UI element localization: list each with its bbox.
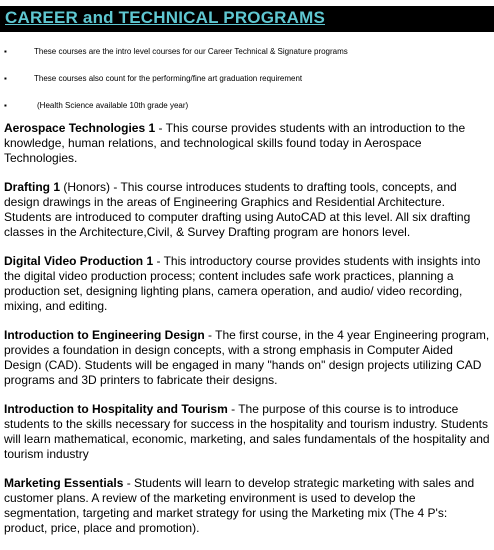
course-description: - The purpose of this course is to introduce students to the skills necessary for success in the hospitality and tourism industry. Students will learn mathematical, economic, marketing, and sales fundamentals of the hospitality and tourism industry bbox=[4, 402, 490, 461]
course-name: Introduction to Engineering Design bbox=[4, 328, 205, 342]
page-title: CAREER and TECHNICAL PROGRAMS bbox=[5, 8, 326, 27]
list-item bbox=[0, 65, 494, 92]
note-text: These courses are the intro level courses for our Career Technical & Signature programs bbox=[34, 47, 348, 56]
course-name: Introduction to Hospitality and Tourism bbox=[4, 402, 228, 416]
course-name: Digital Video Production 1 bbox=[4, 254, 154, 268]
course-entry bbox=[4, 121, 492, 166]
course-entry bbox=[4, 402, 492, 462]
course-name: Marketing Essentials bbox=[4, 476, 124, 490]
course-description: - Students will learn to develop strategic marketing with sales and customer plans. A review of the marketing environment is used to develop the segmentation, targeting and market strategy for using the Marketing mix (The 4 P's: product, price, place and promotion). bbox=[4, 476, 475, 535]
bullet-icon: ▪ bbox=[4, 74, 7, 83]
bullet-icon: ▪ bbox=[4, 101, 7, 110]
course-entry bbox=[4, 476, 492, 536]
course-description: - This course provides students with an introduction to the knowledge, human relations, and technological skills found today in Aerospace Technologies. bbox=[4, 121, 466, 165]
course-name: Aerospace Technologies 1 bbox=[4, 121, 156, 135]
course-entry bbox=[4, 180, 492, 240]
course-description: - The first course, in the 4 year Engineering program, provides a foundation in design concepts, with a strong emphasis in Computer Aided Design (CAD). Students will be engaged in many "hands on" design projects utilizing CAD programs and 3D printers to fabricate their designs. bbox=[4, 328, 490, 387]
bullet-icon: ▪ bbox=[4, 47, 7, 56]
course-name: Drafting 1 bbox=[4, 180, 61, 194]
course-list bbox=[4, 121, 492, 550]
notes-list bbox=[0, 38, 494, 119]
course-description: - This introductory course provides students with insights into the digital video production process; content includes safe work practices, planning a production set, designing lighting plans, camera operation, and audio/ video recording, mixing, and editing. bbox=[4, 254, 481, 313]
course-description: (Honors) - This course introduces students to drafting tools, concepts, and design drawings in the areas of Engineering Graphics and Residential Architecture. Students are introduced to computer drafting using AutoCAD at this level. All six drafting classes in the Architecture,Civil, & Survey Drafting program are honors level. bbox=[4, 180, 471, 239]
note-text: These courses also count for the performing/fine art graduation requirement bbox=[34, 74, 303, 83]
course-entry bbox=[4, 328, 492, 388]
list-item bbox=[0, 38, 494, 65]
list-item bbox=[0, 92, 494, 119]
course-entry bbox=[4, 254, 492, 314]
title-bar bbox=[0, 6, 494, 32]
note-text: (Health Science available 10th grade year) bbox=[37, 101, 189, 110]
